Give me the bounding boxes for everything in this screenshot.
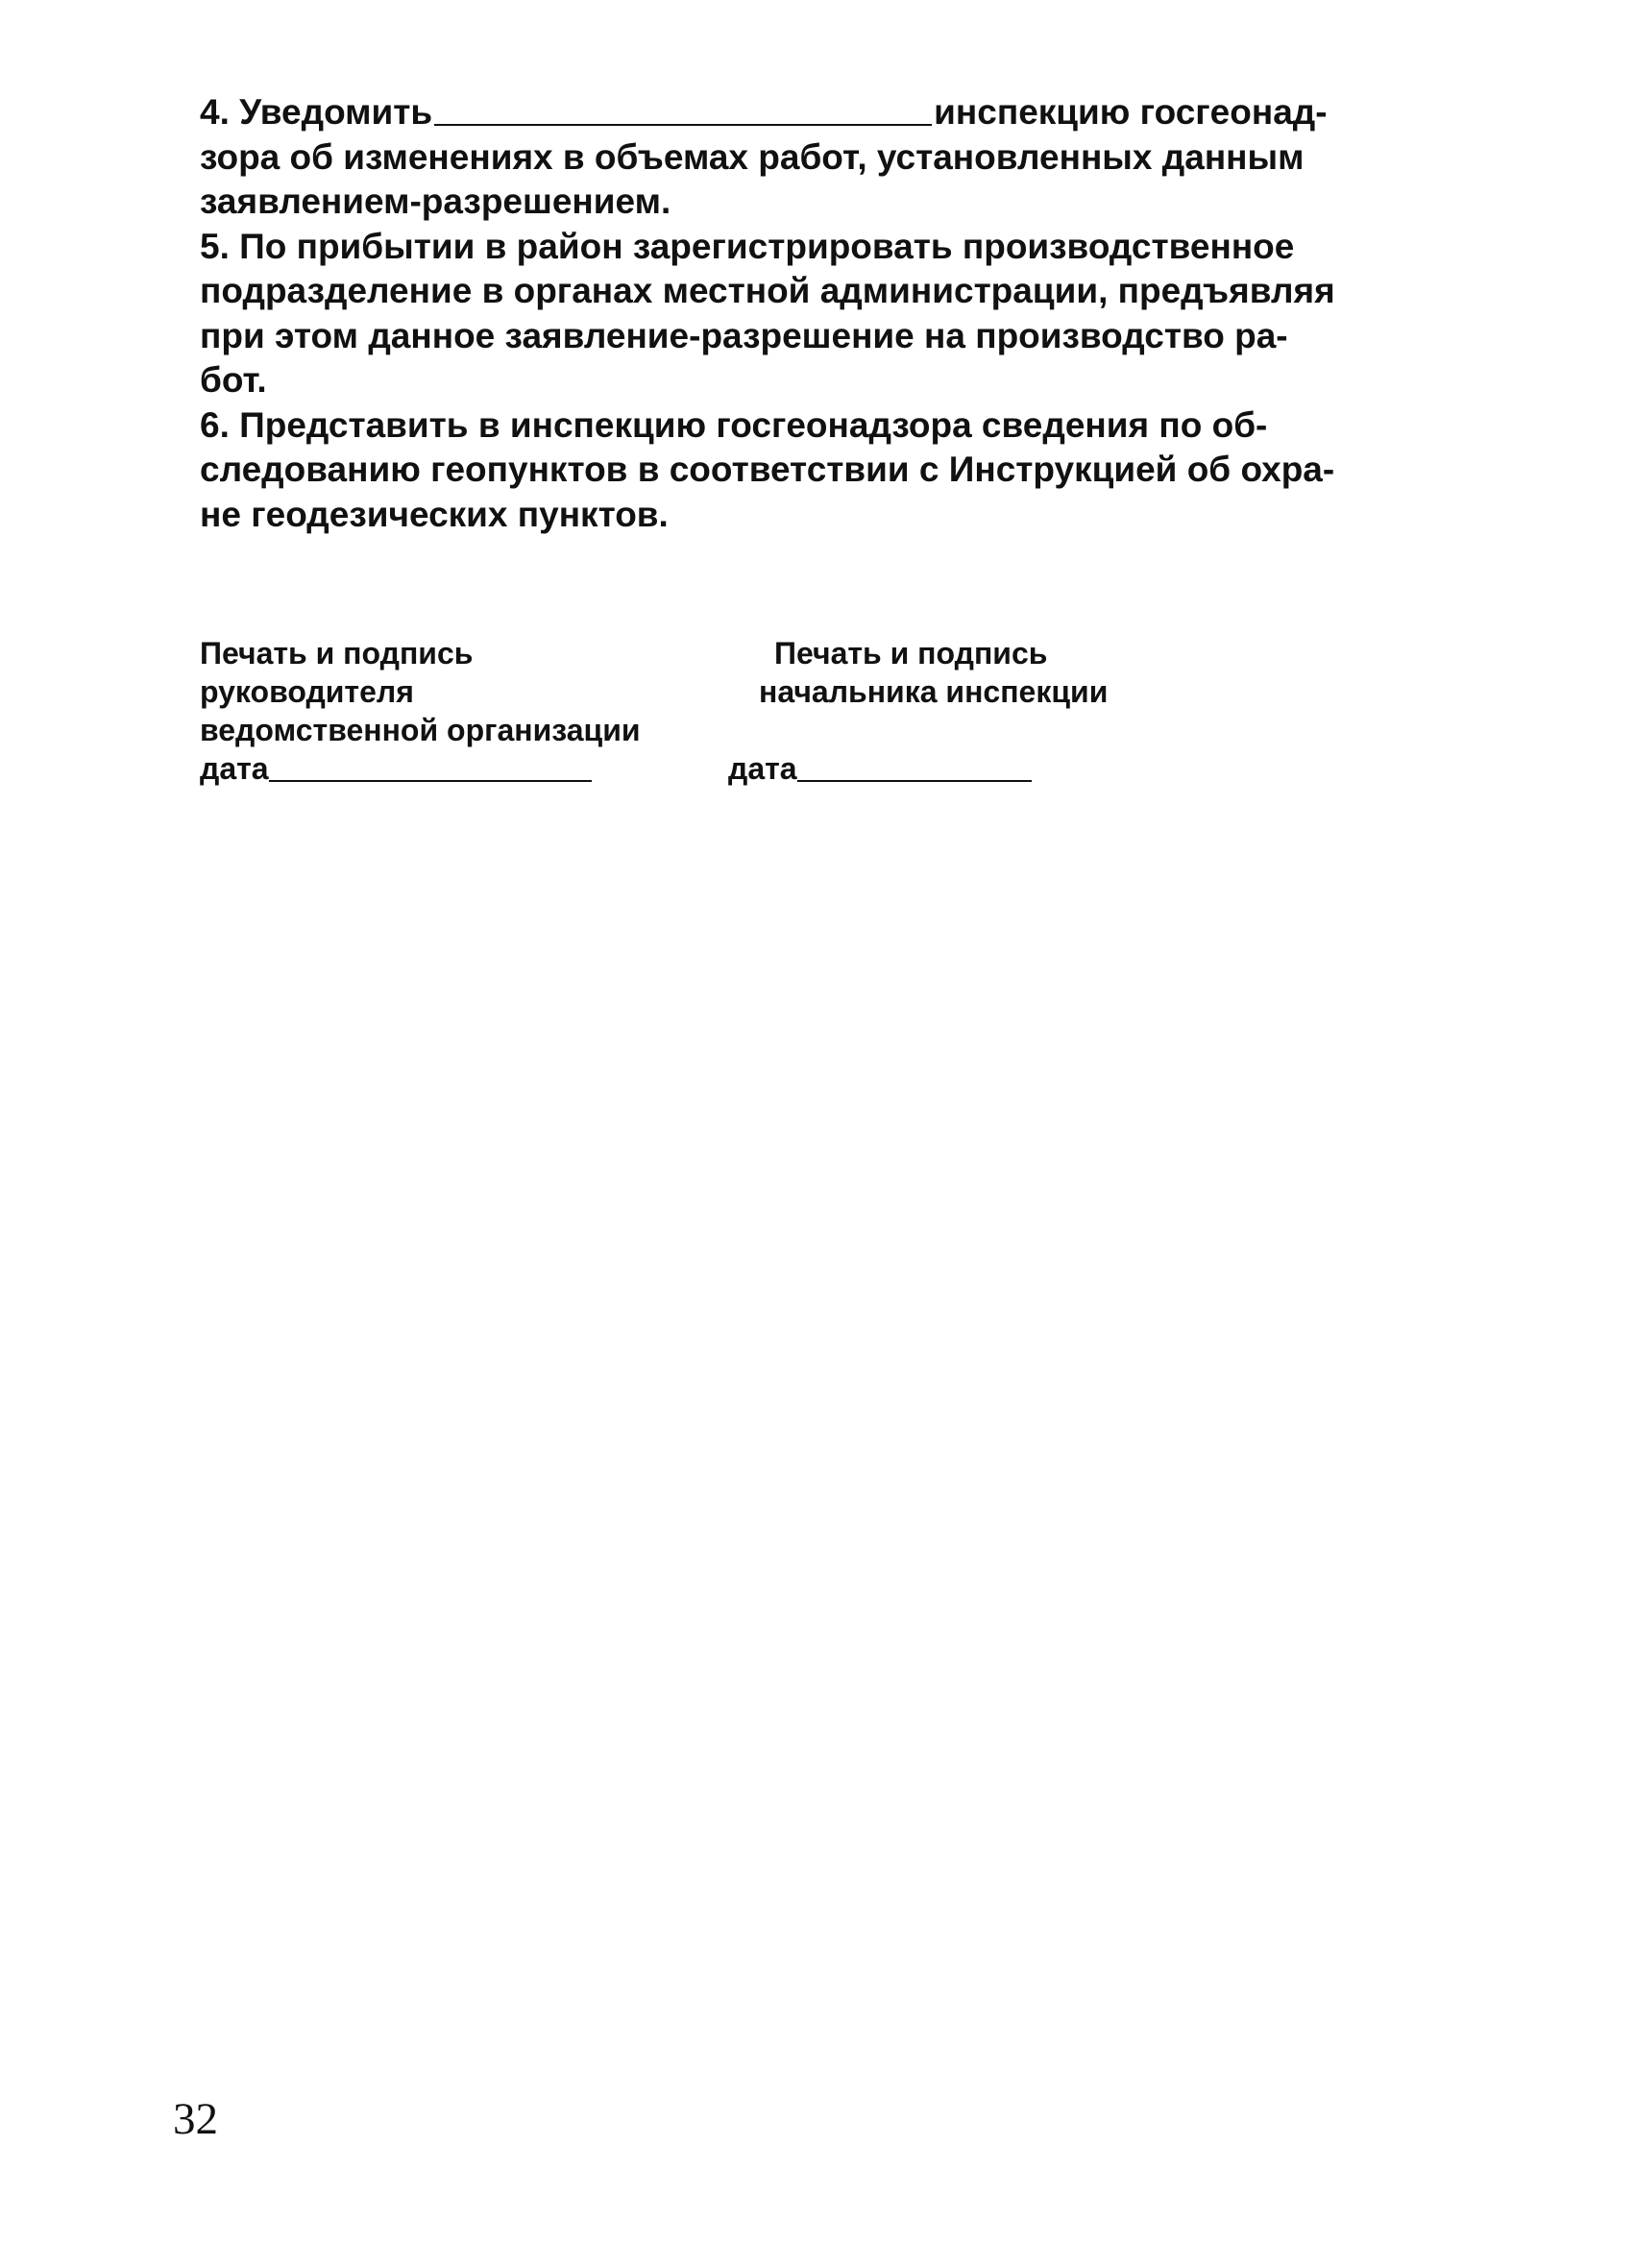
item-6-line-2: следованию геопунктов в соответствии с Инструкцией об охра-: [200, 450, 1335, 489]
item-5-line-1: 5. По прибытии в район зарегистрировать производственное: [200, 226, 1295, 266]
item-6-line-1: 6. Представить в инспекцию госгеонадзора сведения по об-: [200, 404, 1268, 445]
signature-right-line-2: начальника инспекции: [759, 674, 1109, 709]
item-5-line-4: бот.: [200, 360, 267, 400]
signature-left-line-2: руководителя: [200, 674, 414, 709]
signature-left-line-3: ведомственной организации: [200, 713, 641, 747]
page-number: 32: [173, 2094, 218, 2144]
signature-left-date: [200, 749, 641, 788]
date-label-left: дата: [200, 751, 269, 786]
item-5-line-3: при этом данное заявление-разрешение на производство ра-: [200, 315, 1288, 355]
signature-right-line-1: Печать и подпись: [774, 636, 1048, 671]
inspection-name-blank: [434, 124, 932, 126]
item-4-text-end: инспекцию госгеонад-: [934, 92, 1328, 132]
item-4-line-3: заявлением-разрешением.: [200, 182, 671, 221]
date-blank-right: [797, 780, 1032, 782]
item-6-line-3: не геодезических пунктов.: [200, 494, 669, 534]
date-blank-left: [269, 780, 592, 782]
item-4-line-2: зора об изменениях в объемах работ, установленных данным: [200, 136, 1305, 177]
body-text: [200, 90, 1468, 537]
signature-block-left: [200, 634, 641, 788]
signature-left-line-1: Печать и подпись: [200, 636, 474, 671]
date-label-right: дата: [728, 751, 797, 786]
signature-right-date: [728, 749, 1108, 788]
signature-right-spacer: [759, 711, 1108, 749]
item-5-line-2: подразделение в органах местной администрации, предъявляя: [200, 271, 1335, 310]
signature-block-right: [728, 634, 1109, 788]
item-4-line-1: [200, 90, 1468, 135]
item-4-text-start: 4. Уведомить: [200, 92, 433, 132]
